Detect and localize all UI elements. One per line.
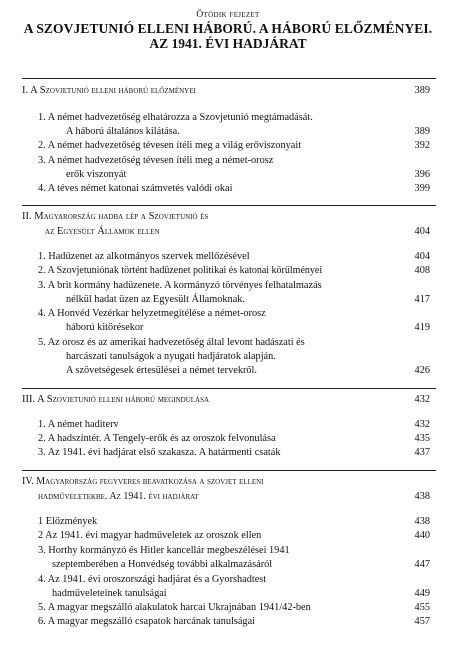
toc-entry-page: 435 (414, 433, 430, 444)
toc-entry: 3. Az 1941. évi hadjárat első szakasza. A határmenti csaták (38, 447, 281, 458)
toc-entry: 2. A Szovjetuniónak történt hadüzenet politikai és katonai körülményei (38, 265, 323, 276)
chapter-title-line-2: AZ 1941. ÉVI HADJÁRAT (149, 36, 307, 51)
toc-entry-page: 437 (414, 447, 430, 458)
section-divider (22, 388, 436, 389)
section-divider (22, 470, 436, 471)
toc-entry-page: 399 (414, 183, 430, 194)
toc-entry: 1. A német hadvezetőség elhatározza a Szovjetunió megtámadását. (38, 112, 313, 123)
toc-entry-continued: harcászati tanulságok a nyugati hadjáratok alapján. (66, 351, 276, 362)
section-page-1: 389 (414, 85, 430, 96)
toc-entry-page: 440 (414, 530, 430, 541)
toc-entry: 1. Hadüzenet az alkotmányos szervek mellőzésével (38, 251, 250, 262)
section-divider (22, 205, 436, 206)
toc-entry-page: 389 (414, 126, 430, 137)
toc-entry-page: 404 (414, 251, 430, 262)
toc-entry: 4. A téves német katonai számvetés valódi okai (38, 183, 233, 194)
section-heading-1: I. A Szovjetunió elleni háború előzményei (22, 85, 196, 96)
toc-entry: 2. A német hadvezetőség tévesen ítéli meg a világ erőviszonyait (38, 140, 302, 151)
toc-entry-page: 455 (414, 602, 430, 613)
section-heading-2: II. Magyarország hadba lép a Szovjetunió és (22, 211, 209, 222)
toc-entry: 5. A magyar megszálló alakulatok harcai Ukrajnában 1941/42-ben (38, 602, 311, 613)
toc-entry-page: 419 (414, 322, 430, 333)
chapter-label: Ötödik fejezet (196, 10, 260, 20)
toc-entry-continued: nélkül hadat üzen az Egyesült Államoknak. (66, 294, 245, 305)
toc-entry: 6. A magyar megszálló csapatok harcának tanulságai (38, 616, 256, 627)
toc-entry-continued: háború kitörésekor (66, 322, 144, 333)
toc-entry-continued: hadműveleteinek tanulságai (52, 588, 167, 599)
toc-entry-page: 457 (414, 616, 430, 627)
toc-entry-page: 417 (414, 294, 430, 305)
toc-entry: 1 Előzmények (38, 516, 98, 527)
section-heading-2-continued: az Egyesült Államok ellen (45, 226, 160, 237)
toc-entry-page: 392 (414, 140, 430, 151)
section-page-2: 404 (414, 226, 430, 237)
toc-entry: 2. A hadszíntér. A Tengely-erők és az oroszok felvonulása (38, 433, 276, 444)
toc-entry-page: 438 (414, 516, 430, 527)
toc-entry: 3. A német hadvezetőség tévesen ítéli meg a német-orosz (38, 155, 274, 166)
toc-entry: 1. A német haditerv (38, 419, 119, 430)
toc-entry: 3. Horthy kormányzó és Hitler kancellár megbeszélései 1941 (38, 545, 290, 556)
toc-entry-continued: A szövetségesek értesülései a német tervekről. (66, 365, 257, 376)
toc-entry-page: 447 (414, 559, 430, 570)
toc-entry-page: 408 (414, 265, 430, 276)
section-page-3: 432 (414, 394, 430, 405)
toc-entry-page: 396 (414, 169, 430, 180)
toc-entry: 2 Az 1941. évi magyar hadműveletek az oroszok ellen (38, 530, 262, 541)
toc-entry-page: 432 (414, 419, 430, 430)
toc-entry-page: 426 (414, 365, 430, 376)
chapter-title-line-1: A SZOVJETUNIÓ ELLENI HÁBORÚ. A HÁBORÚ ELŐZMÉNYEI. (23, 21, 433, 36)
section-divider (22, 78, 436, 79)
toc-entry: 4. A Honvéd Vezérkar helyzetmegítélése a német-orosz (38, 308, 266, 319)
section-heading-4-continued: hadműveletekbe. Az 1941. évi hadjárat (38, 491, 199, 502)
section-heading-3: III. A Szovjetunió elleni háború megindulása (22, 394, 210, 405)
toc-entry-page: 449 (414, 588, 430, 599)
toc-entry: 3. A brit kormány hadüzenete. A kormányzó törvényes felhatalmazás (38, 280, 322, 291)
toc-entry-continued: erők viszonyát (66, 169, 127, 180)
section-heading-4: IV. Magyarország fegyveres beavatkozása a szovjet elleni (22, 476, 264, 487)
toc-entry: 5. Az orosz és az amerikai hadvezetőség által levont hadászati és (38, 337, 305, 348)
toc-entry-continued: szeptemberében a Honvédség további alkalmazásáról (52, 559, 273, 570)
toc-entry-continued: A háború általános kilátása. (66, 126, 180, 137)
toc-entry: 4. Az 1941. évi oroszországi hadjárat és a Gyorshadtest (38, 574, 267, 585)
section-page-4: 438 (414, 491, 430, 502)
